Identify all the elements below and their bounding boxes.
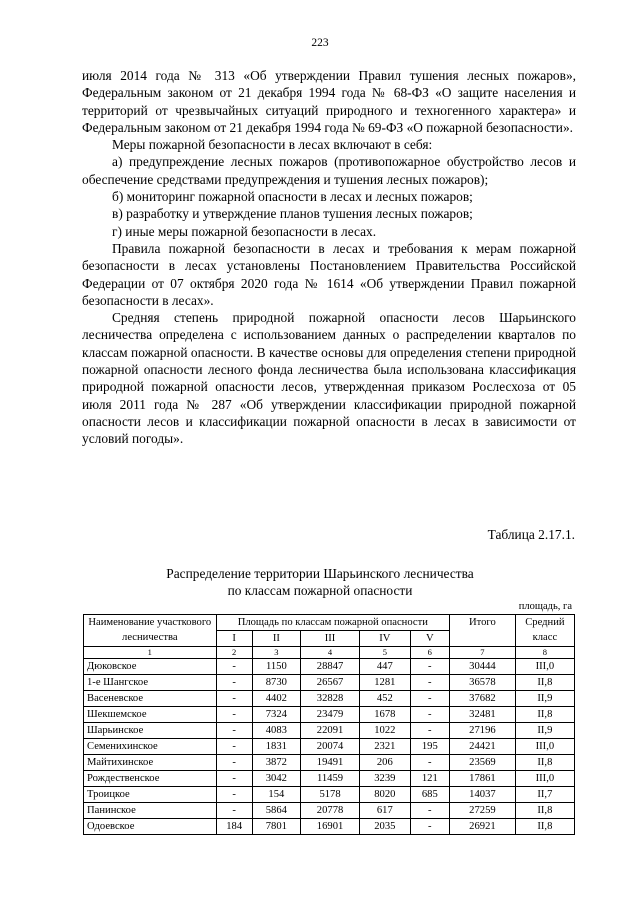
table-row (84, 771, 575, 787)
table-row (84, 819, 575, 835)
forestry-name-cell: Васеневское (84, 691, 217, 707)
value-cell: 121 (410, 771, 450, 787)
value-cell: 4083 (252, 723, 300, 739)
column-index: 1 (84, 647, 217, 659)
value-cell: - (216, 723, 252, 739)
paragraph: а) предупреждение лесных пожаров (противопожарное обустройство лесов и обеспечение средствами предупреждения и тушения лесных пожаров); (82, 154, 576, 187)
table-title (0, 565, 640, 599)
value-cell: 27259 (450, 803, 516, 819)
value-cell: - (216, 787, 252, 803)
header-class: IV (360, 631, 410, 647)
forestry-name-cell: Троицкое (84, 787, 217, 803)
value-cell: - (410, 819, 450, 835)
value-cell: - (216, 691, 252, 707)
table-row (84, 691, 575, 707)
column-index: 7 (450, 647, 516, 659)
paragraph: г) иные меры пожарной безопасности в лесах. (112, 223, 377, 239)
value-cell: 14037 (450, 787, 516, 803)
value-cell: - (216, 707, 252, 723)
header-total: Итого (450, 615, 516, 647)
value-cell: 3239 (360, 771, 410, 787)
value-cell: 685 (410, 787, 450, 803)
value-cell: 37682 (450, 691, 516, 707)
value-cell: II,9 (515, 723, 574, 739)
value-cell: 4402 (252, 691, 300, 707)
value-cell: 206 (360, 755, 410, 771)
value-cell: II,8 (515, 819, 574, 835)
forestry-name-cell: Семенихинское (84, 739, 217, 755)
value-cell: 32828 (300, 691, 359, 707)
value-cell: II,8 (515, 755, 574, 771)
value-cell: 3042 (252, 771, 300, 787)
table-row (84, 707, 575, 723)
value-cell: 30444 (450, 659, 516, 675)
value-cell: 22091 (300, 723, 359, 739)
column-index: 3 (252, 647, 300, 659)
value-cell: 3872 (252, 755, 300, 771)
table-row (84, 803, 575, 819)
value-cell: 20778 (300, 803, 359, 819)
value-cell: 28847 (300, 659, 359, 675)
value-cell: 36578 (450, 675, 516, 691)
value-cell: 26921 (450, 819, 516, 835)
paragraph: б) мониторинг пожарной опасности в лесах и лесных пожаров; (112, 189, 473, 205)
value-cell: 452 (360, 691, 410, 707)
value-cell: 447 (360, 659, 410, 675)
forestry-name-cell: Шекшемское (84, 707, 217, 723)
value-cell: - (410, 675, 450, 691)
value-cell: 184 (216, 819, 252, 835)
value-cell: - (216, 739, 252, 755)
value-cell: II,8 (515, 707, 574, 723)
value-cell: 8730 (252, 675, 300, 691)
value-cell: 1150 (252, 659, 300, 675)
value-cell: - (410, 803, 450, 819)
value-cell: - (410, 755, 450, 771)
table-label: Таблица 2.17.1. (487, 527, 575, 542)
body-text (82, 67, 576, 448)
value-cell: 1022 (360, 723, 410, 739)
forestry-name-cell: Одоевское (84, 819, 217, 835)
value-cell: 19491 (300, 755, 359, 771)
page-number: 223 (311, 37, 329, 49)
header-class: II (252, 631, 300, 647)
value-cell: - (216, 755, 252, 771)
value-cell: II,7 (515, 787, 574, 803)
value-cell: - (410, 707, 450, 723)
value-cell: - (216, 803, 252, 819)
value-cell: 5178 (300, 787, 359, 803)
value-cell: 7801 (252, 819, 300, 835)
value-cell: 16901 (300, 819, 359, 835)
value-cell: III,0 (515, 771, 574, 787)
paragraph: Средняя степень природной пожарной опасности лесов Шарьинского лесничества определена с использованием данных о распределении кварталов по классам пожарной опасности. В качестве основы для определения степени природной пожарной опасности лесного фонда лесничества была использована классификация природной пожарной опасности лесов, утвержденная приказом Рослесхоза от 05 июля 2011 года № 287 «Об утверждении классификации природной пожарной опасности лесов и классификации пожарной опасности в лесах в зависимости от условий погоды». (82, 310, 576, 447)
paragraph: в) разработку и утверждение планов тушения лесных пожаров; (112, 206, 473, 222)
value-cell: 154 (252, 787, 300, 803)
value-cell: 23479 (300, 707, 359, 723)
header-class: III (300, 631, 359, 647)
value-cell: - (216, 659, 252, 675)
paragraph: июля 2014 года № 313 «Об утверждении Правил тушения лесных пожаров», Федеральным законом от 21 декабря 1994 года № 68-ФЗ «О защите населения и территорий от чрезвычайных ситуаций природного и техногенного характера» и Федеральным законом от 21 декабря 1994 года № 69-ФЗ «О пожарной безопасности». (82, 68, 576, 135)
column-index: 8 (515, 647, 574, 659)
forestry-name-cell: Панинское (84, 803, 217, 819)
value-cell: - (216, 675, 252, 691)
header-name: Наименование участкового лесничества (84, 615, 217, 647)
value-cell: 195 (410, 739, 450, 755)
value-cell: - (410, 659, 450, 675)
table-title-line-2: по классам пожарной опасности (227, 583, 413, 598)
header-class: V (410, 631, 450, 647)
value-cell: II,9 (515, 691, 574, 707)
value-cell: 17861 (450, 771, 516, 787)
value-cell: 8020 (360, 787, 410, 803)
forestry-name-cell: Майтихинское (84, 755, 217, 771)
value-cell: 7324 (252, 707, 300, 723)
value-cell: 2035 (360, 819, 410, 835)
forestry-name-cell: Дюковское (84, 659, 217, 675)
value-cell: II,8 (515, 803, 574, 819)
forestry-name-cell: Шарьинское (84, 723, 217, 739)
value-cell: 24421 (450, 739, 516, 755)
value-cell: 23569 (450, 755, 516, 771)
paragraph: Меры пожарной безопасности в лесах включают в себя: (112, 137, 433, 153)
value-cell: 27196 (450, 723, 516, 739)
value-cell: 1678 (360, 707, 410, 723)
header-area-group: Площадь по классам пожарной опасности (216, 615, 449, 631)
table-row (84, 787, 575, 803)
column-index: 6 (410, 647, 450, 659)
fire-hazard-table (83, 614, 575, 835)
value-cell: 1281 (360, 675, 410, 691)
table-row (84, 739, 575, 755)
value-cell: 1831 (252, 739, 300, 755)
table-row (84, 755, 575, 771)
column-index: 5 (360, 647, 410, 659)
value-cell: 20074 (300, 739, 359, 755)
value-cell: II,8 (515, 675, 574, 691)
column-index: 2 (216, 647, 252, 659)
value-cell: - (410, 691, 450, 707)
value-cell: 617 (360, 803, 410, 819)
value-cell: - (216, 771, 252, 787)
value-cell: 5864 (252, 803, 300, 819)
table-title-line-1: Распределение территории Шарьинского лесничества (166, 566, 474, 581)
table-row (84, 659, 575, 675)
header-avg-class: Средний класс (515, 615, 574, 647)
table-row (84, 675, 575, 691)
paragraph: Правила пожарной безопасности в лесах и требования к мерам пожарной безопасности в лесах установлены Постановлением Правительства Российской Федерации от 07 октября 2020 года № 1614 «Об утверждении Правил пожарной безопасности в лесах». (82, 240, 576, 308)
table-units: площадь, га (518, 601, 572, 612)
value-cell: 2321 (360, 739, 410, 755)
value-cell: 11459 (300, 771, 359, 787)
table-row (84, 723, 575, 739)
value-cell: 26567 (300, 675, 359, 691)
forestry-name-cell: 1-е Шангское (84, 675, 217, 691)
column-index: 4 (300, 647, 359, 659)
value-cell: III,0 (515, 659, 574, 675)
forestry-name-cell: Рождественское (84, 771, 217, 787)
value-cell: - (410, 723, 450, 739)
value-cell: 32481 (450, 707, 516, 723)
header-class: I (216, 631, 252, 647)
value-cell: III,0 (515, 739, 574, 755)
